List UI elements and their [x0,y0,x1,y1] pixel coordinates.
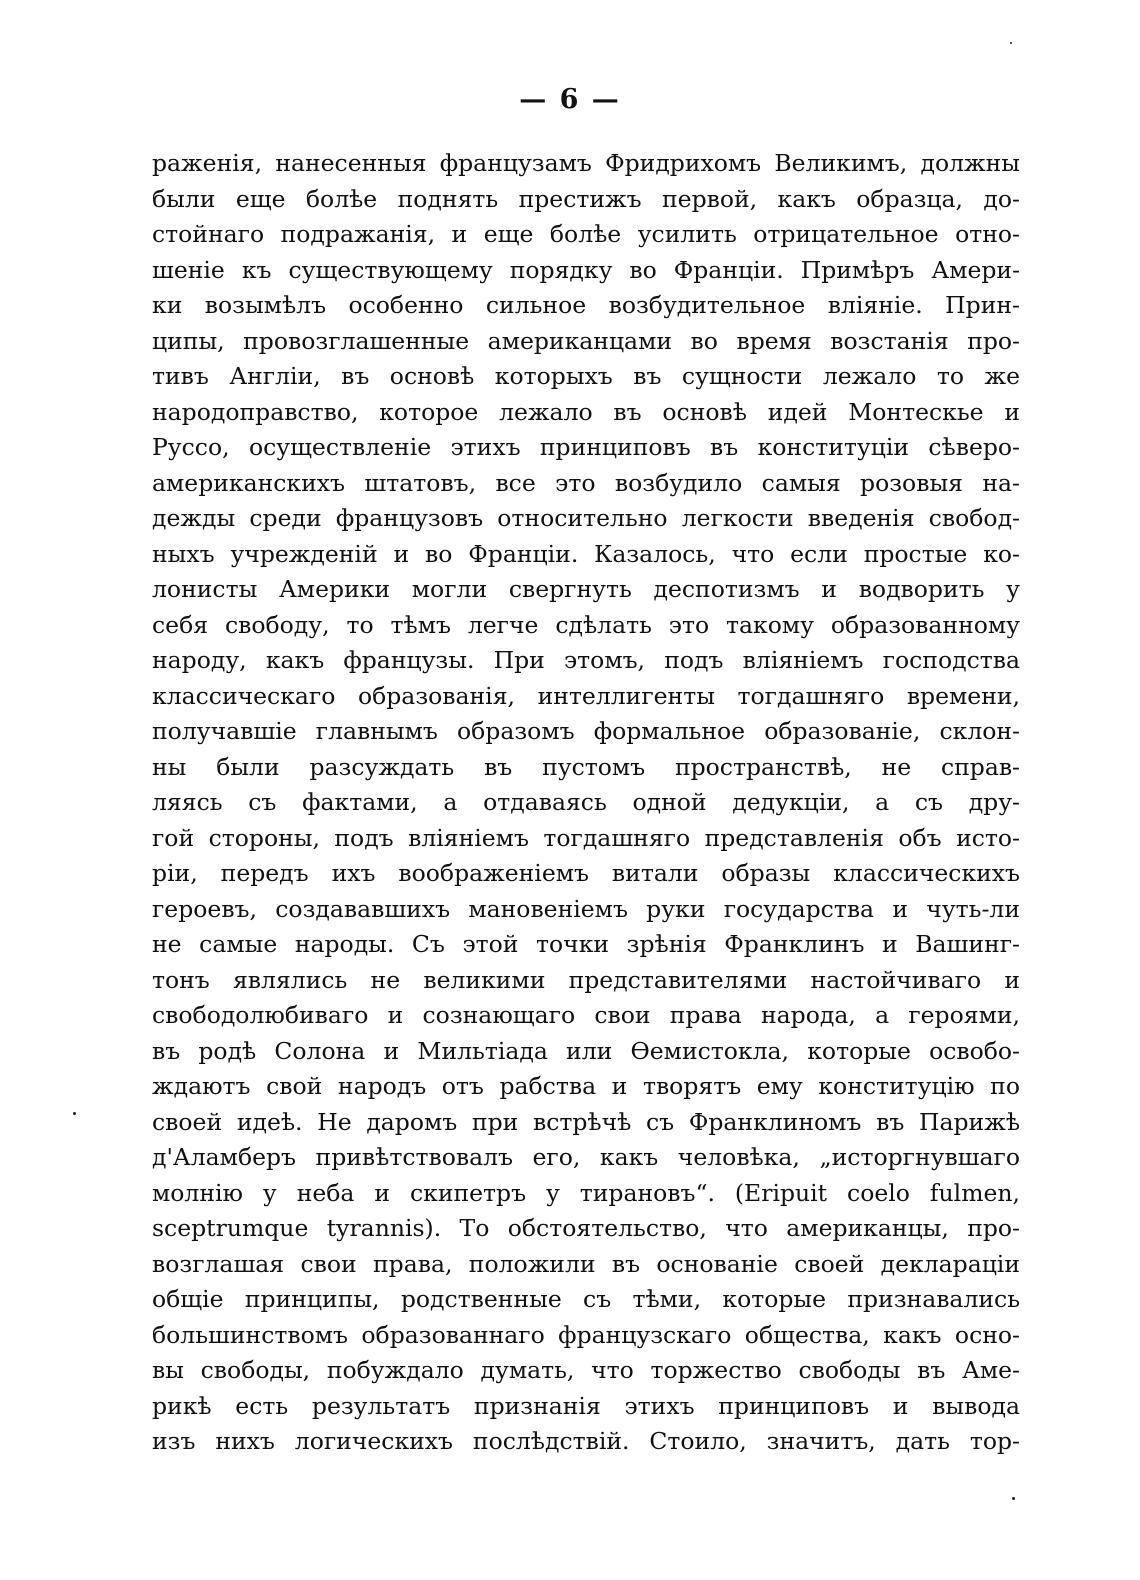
text-line: классическаго образованія, интеллигенты тогдашняго времени, [152,681,1020,710]
text-line: получавшіе главнымъ образомъ формальное образованіе, склон- [152,717,1020,745]
text-line: изъ нихъ логическихъ послѣдствій. Стоило, значитъ, дать тор- [152,1427,1020,1455]
text-line: свободолюбиваго и сознающаго свои права народа, а героями, [152,1001,1020,1029]
text-line: общіе принципы, родственные съ тѣми, которые признавались [152,1285,1020,1313]
text-line: ны были разсуждать въ пустомъ пространствѣ, не справ- [152,752,1020,781]
text-line: себя свободу, то тѣмъ легче сдѣлать это такому образованному [152,610,1020,639]
text-line: дежды среди французовъ относительно легкости введенія свобод- [152,504,1020,532]
text-line: молнію у неба и скипетръ у тирановъ“. (Eripuit coelo fulmen, [152,1178,1020,1207]
text-line: sceptrumque tyrannis). То обстоятельство, что американцы, про- [152,1214,1020,1242]
page-number: — 6 — [519,84,621,115]
text-line: ждаютъ свой народъ отъ рабства и творятъ ему конституцію по [152,1072,1020,1100]
text-line: раженія, нанесенныя французамъ Фридрихомъ Великимъ, должны [152,149,1020,177]
text-line: шеніе къ существующему порядку во Франціи. Примѣръ Амери- [152,255,1020,284]
text-line: тонъ являлись не великими представителями настойчиваго и [152,965,1020,994]
scan-speck [1010,42,1012,44]
text-line: ріи, передъ ихъ воображеніемъ витали образы классическихъ [152,859,1020,887]
scan-speck [1012,1497,1015,1500]
text-line: народоправство, которое лежало въ основѣ идей Монтескье и [152,397,1020,426]
scan-speck [73,1112,76,1115]
text-line: лонисты Америки могли свергнуть деспотизмъ и водворить у [152,575,1020,603]
text-line: рикѣ есть результатъ признанія этихъ принциповъ и вывода [152,1391,1020,1420]
text-line: возглашая свои права, положили въ основаніе своей деклараціи [152,1249,1020,1278]
text-line: народу, какъ французы. При этомъ, подъ вліяніемъ господства [152,646,1020,674]
text-line: вы свободы, побуждало думать, что торжество свободы въ Аме- [152,1356,1020,1384]
text-line: стойнаго подражанія, и еще болѣе усилить отрицательное отно- [152,220,1020,248]
text-line: ки возымѣлъ особенно сильное возбудительное вліяніе. Прин- [152,291,1020,319]
text-line: въ родѣ Солона и Мильтіада или Ѳемистокла, которые освобо- [152,1036,1020,1065]
text-line: героевъ, создававшихъ мановеніемъ руки государства и чуть-ли [152,894,1020,923]
text-line: американскихъ штатовъ, все это возбудило самыя розовыя на- [152,468,1020,497]
text-line: своей идеѣ. Не даромъ при встрѣчѣ съ Франклиномъ въ Парижѣ [152,1107,1020,1136]
text-line: гой стороны, подъ вліяніемъ тогдашняго представленія объ исто- [152,823,1020,852]
body-text [152,146,1020,1460]
text-line: тивъ Англіи, въ основѣ которыхъ въ сущности лежало то же [152,362,1020,390]
text-line: большинствомъ образованнаго французскаго общества, какъ осно- [152,1320,1020,1349]
text-line: ципы, провозглашенные американцами во время возстанія про- [152,326,1020,355]
text-line: ныхъ учрежденій и во Франціи. Казалось, что если простые ко- [152,539,1020,568]
text-line: не самые народы. Съ этой точки зрѣнія Франклинъ и Вашинг- [152,930,1020,958]
text-line: Руссо, осуществленіе этихъ принциповъ въ конституціи сѣверо- [152,433,1020,461]
text-line: д'Аламберъ привѣтствовалъ его, какъ человѣка, „исторгнувшаго [152,1143,1020,1171]
text-line: ляясь съ фактами, а отдаваясь одной дедукціи, а съ дру- [152,788,1020,816]
text-line: были еще болѣе поднять престижъ первой, какъ образца, до- [152,184,1020,213]
